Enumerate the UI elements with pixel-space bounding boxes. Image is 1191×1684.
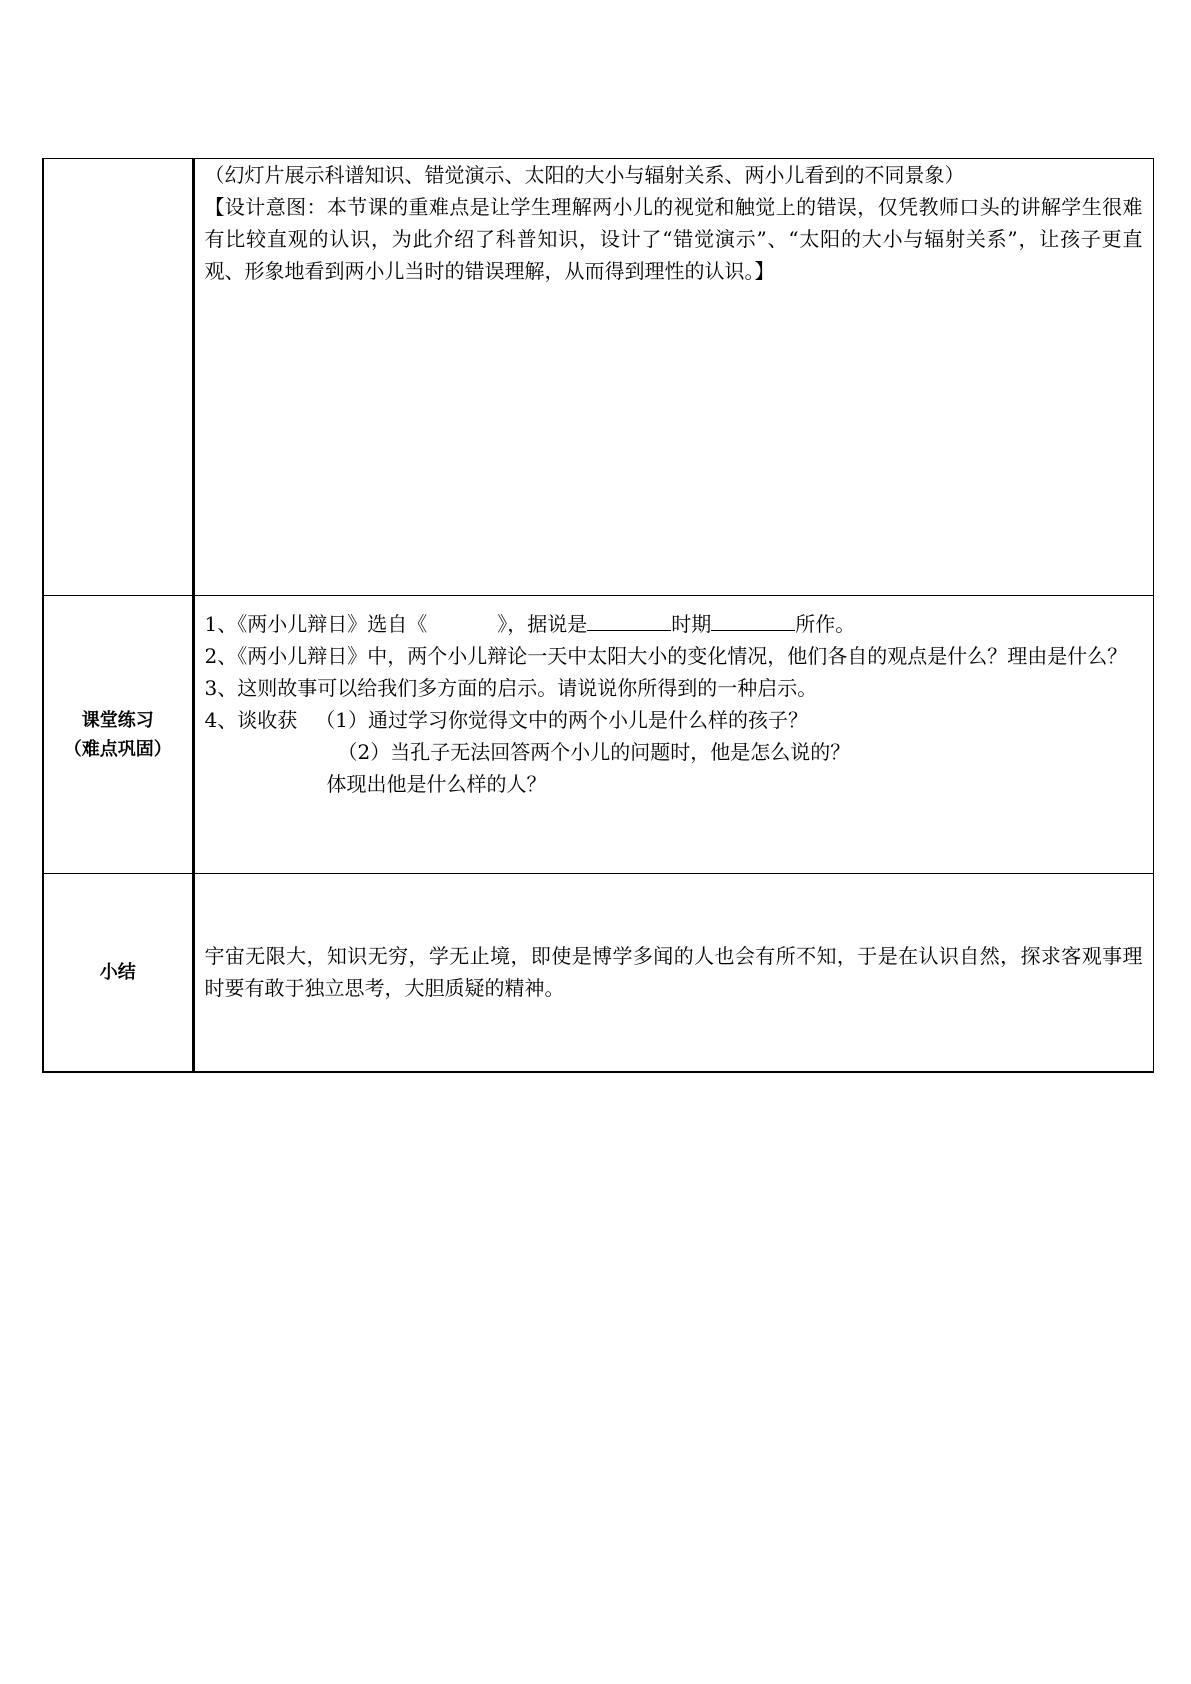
practice-label-line1: 课堂练习 [81, 709, 154, 731]
question-4-sub2: （2）当孔子无法回答两个小儿的问题时，他是怎么说的？ [337, 740, 851, 764]
q1-suffix: 所作。 [795, 612, 856, 636]
q1-mid1: 》，据说是 [497, 612, 588, 636]
row-label-intro [43, 159, 193, 596]
q4-prefix: 4、谈收获 [204, 708, 298, 732]
summary-text: 宇宙无限大，知识无穷，学无止境，即使是博学多闻的人也会有所不知，于是在认识自然，探求客观事理时要有敢于独立思考，大胆质疑的精神。 [204, 944, 1143, 1000]
practice-label-line2: （难点巩固） [63, 738, 172, 760]
table-row-intro [43, 159, 1153, 596]
design-intent-text: 【设计意图：本节课的重难点是让学生理解两小儿的视觉和触觉上的错误，仅凭教师口头的讲解学生很难有比较直观的认识，为此介绍了科普知识，设计了“错觉演示”、“太阳的大小与辐射关系”，让孩子更直观、形象地看到两小儿当时的错误理解，从而得到理性的认识。】 [204, 195, 1143, 283]
blank-author [711, 608, 795, 631]
table-row-summary [43, 874, 1153, 1072]
question-1 [205, 596, 1143, 640]
question-4-sub2-cont: 体现出他是什么样的人？ [326, 772, 547, 796]
q4-sub1: （1）通过学习你觉得文中的两个小儿是什么样的孩子？ [315, 708, 808, 732]
row-content-summary [193, 874, 1153, 1072]
lesson-plan-table [42, 158, 1154, 1073]
q1-mid2: 时期 [671, 612, 712, 636]
row-label-practice [43, 596, 193, 874]
row-content-practice [193, 596, 1153, 874]
blank-era [587, 608, 671, 631]
q1-prefix: 1、《两小儿辩日》选自《 [204, 612, 428, 636]
question-4 [205, 704, 1143, 736]
row-content-intro [193, 159, 1153, 596]
question-3: 3、这则故事可以给我们多方面的启示。请说说你所得到的一种启示。 [204, 676, 818, 700]
table-row-practice [43, 596, 1153, 874]
slides-line: （幻灯片展示科谱知识、错觉演示、太阳的大小与辐射关系、两小儿看到的不同景象） [204, 163, 965, 187]
question-2: 2、《两小儿辩日》中，两个小儿辩论一天中太阳大小的变化情况，他们各自的观点是什么？理由是什么？ [204, 644, 1128, 668]
row-label-summary: 小结 [43, 874, 193, 1072]
